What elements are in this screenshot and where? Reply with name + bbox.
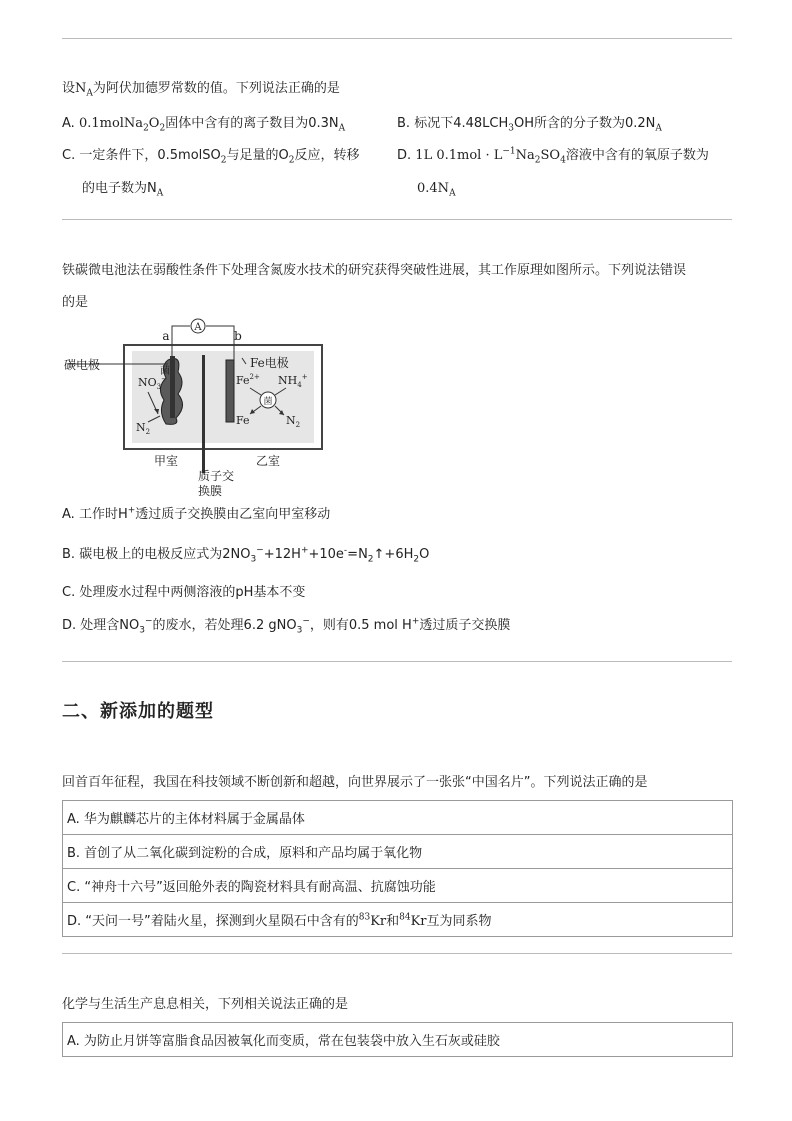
q2-option-d: D. 处理含$NO_3^-$的废水，若处理6.2 gNO$_3$−，则有0.5 mol H+透过质子交换膜 xyxy=(62,616,511,636)
q1-option-a: A. $0.1molNa_2O_2$固体中含有的离子数目为$0.3N_A$ xyxy=(62,116,346,134)
divider-2 xyxy=(62,661,732,662)
room-jia-label: 甲室 xyxy=(154,454,179,468)
terminal-b: b xyxy=(234,329,242,343)
q1-stem: 设$N_A$为阿伏加德罗常数的值。下列说法正确的是 xyxy=(62,81,340,99)
fe-label: Fe xyxy=(236,414,250,427)
q4-option-a: A. 为防止月饼等富脂食品因被氧化而变质，常在包装袋中放入生石灰或硅胶 xyxy=(63,1023,733,1057)
q3-option-a: A. 华为麒麟芯片的主体材料属于金属晶体 xyxy=(63,801,733,835)
q2-option-c: C. 处理废水过程中两侧溶液的pH基本不变 xyxy=(62,585,306,600)
membrane-label-line2: 换膜 xyxy=(198,484,223,498)
n2-label-right: $N_2$ xyxy=(286,414,301,429)
q2-stem-line2: 的是 xyxy=(62,295,89,310)
q3-options-table xyxy=(62,800,733,937)
q1-option-c: C. 一定条件下，0.5molSO$_2$与足量的$O_2$反应，转移 xyxy=(62,148,360,166)
q1-option-d-line2: $0.4N_A$ xyxy=(417,181,456,199)
q3-stem: 回首百年征程，我国在科技领域不断创新和超越，向世界展示了一张张“中国名片”。下列说法正确的是 xyxy=(62,775,648,790)
q3-row-b xyxy=(63,835,733,869)
bacteria-label-left: 菌 xyxy=(160,366,170,377)
q3-option-b: B. 首创了从二氧化碳到淀粉的合成，原料和产品均属于氧化物 xyxy=(63,835,733,869)
q3-option-c: C. “神舟十六号”返回舱外表的陶瓷材料具有耐高温、抗腐蚀功能 xyxy=(63,869,733,903)
q1-option-d: D. 1L $0.1mol \cdot L^{-1}Na_2SO_4$溶液中含有的氧原子数为 xyxy=(397,146,709,166)
fe-electrode-label: Fe电极 xyxy=(250,356,289,370)
q3-row-c xyxy=(63,869,733,903)
room-yi-label: 乙室 xyxy=(256,454,281,468)
q3-option-d: D. “天问一号”着陆火星，探测到火星陨石中含有的$^{83}$Kr和$^{84}$Kr互为同系物 xyxy=(63,903,733,937)
bacteria-label-right: 菌 xyxy=(263,397,273,407)
ammeter-label: A xyxy=(194,322,202,333)
terminal-a: a xyxy=(162,329,170,343)
carbon-electrode-label: 碳电极 xyxy=(64,358,101,372)
fe2-label: $Fe^{2+}$ xyxy=(236,373,260,387)
section-title: 二、新添加的题型 xyxy=(62,701,214,722)
q2-option-b: B. 碳电极上的电极反应式为$2NO_3^-+12H^++10e^-=N_2↑+6H_2O$ xyxy=(62,545,430,565)
no3-label: $NO_3^-$ xyxy=(138,375,167,391)
q2-option-a: A. 工作时H+透过质子交换膜由乙室向甲室移动 xyxy=(62,505,331,522)
q4-stem: 化学与生活生产息息相关，下列相关说法正确的是 xyxy=(62,997,349,1012)
divider-3 xyxy=(62,953,732,954)
q4-row-a xyxy=(63,1023,733,1057)
membrane-label-line1: 质子交 xyxy=(198,469,235,483)
nh4-label: $NH_4^+$ xyxy=(278,373,308,389)
q4-options-table xyxy=(62,1022,733,1057)
n2-label-left: $N_2$ xyxy=(136,421,151,436)
electrochem-cell-diagram xyxy=(60,314,340,500)
q2-stem-line1: 铁碳微电池法在弱酸性条件下处理含氮废水技术的研究获得突破性进展，其工作原理如图所示。下列说法错误 xyxy=(62,263,687,278)
q3-row-d xyxy=(63,903,733,937)
q1-option-b: B. 标况下$4.48LCH_3OH$所含的分子数为$0.2N_A$ xyxy=(397,116,662,134)
q3-row-a xyxy=(63,801,733,835)
q1-option-c-line2: 的电子数为$N_A$ xyxy=(82,181,164,199)
divider-top xyxy=(62,38,732,39)
divider-1 xyxy=(62,219,732,220)
fe-electrode-shape xyxy=(226,360,234,422)
